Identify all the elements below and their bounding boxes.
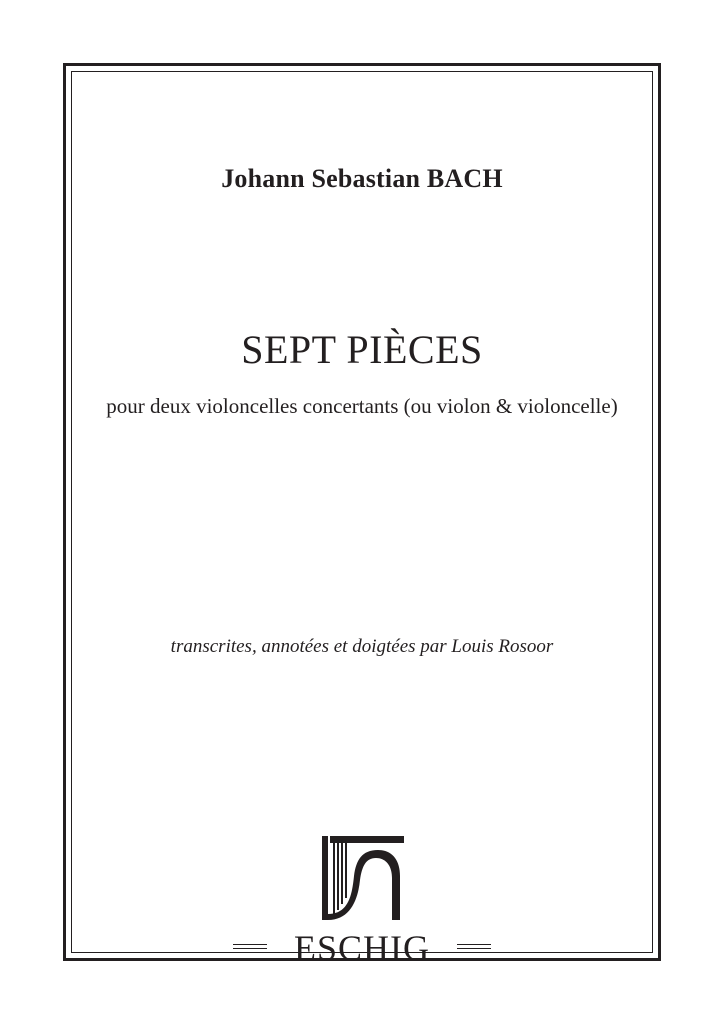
composer-name: Johann Sebastian BACH: [221, 164, 503, 193]
publisher-row: [233, 928, 491, 968]
instrumentation-subtitle: pour deux violoncelles concertants (ou violon & violoncelle): [106, 394, 618, 418]
publisher-rule-left: [233, 944, 267, 949]
work-title: SEPT PIÈCES: [241, 327, 483, 372]
publisher-rule-right: [457, 944, 491, 949]
inner-border-frame: [71, 71, 653, 953]
publisher-name: ESCHIG: [293, 928, 430, 968]
eschig-harp-logo-icon: [322, 836, 404, 920]
transcription-credits: transcrites, annotées et doigtées par Louis Rosoor: [170, 636, 554, 657]
